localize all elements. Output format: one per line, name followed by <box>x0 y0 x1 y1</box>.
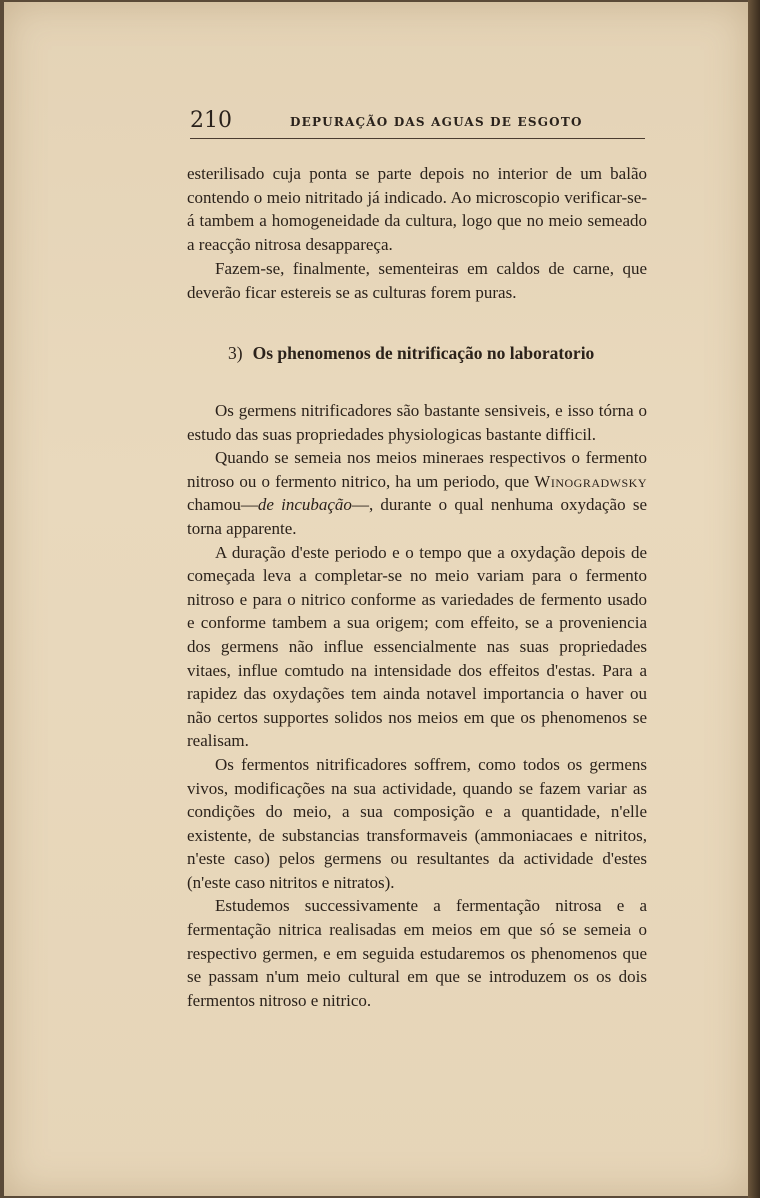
paragraph-2-emphasis: de incubação <box>257 495 352 515</box>
intro-paragraph-2: Fazem-se, finalmente, sementeiras em caldos de carne, que deverão ficar estereis se as culturas forem puras. <box>187 258 647 302</box>
intro-text <box>187 162 647 304</box>
paragraph-1: Os germens nitrificadores são bastante sensiveis, e isso tórna o estudo das suas propriedades physiologicas bastante difficil. <box>187 401 647 444</box>
paragraph-3: A duração d'este periodo e o tempo que a oxydação depois de começada leva a completar-se no meio variam para o fermento nitroso e para o nitrico conforme as variedades de fermento usado e conforme tambem a sua origem; com effeito, se a proveniencia dos germens não influe essencialmente nas suas propriedades vitaes, influe comtudo na intensidade dos effeitos d'estas. Para a rapidez das oxydações tem ainda notavel importancia o haver ou não certos supportes solidos nos meios em que os phenomenos se realisam. <box>187 542 647 751</box>
book-edge <box>748 0 760 1198</box>
intro-paragraph-1: esterilisado cuja ponta se parte depois no interior de um balão contendo o meio nitritado já indicado. Ao microscopio verificar-se-á tambem a homogeneidade da cultura, logo que no meio semeado a reacção nitrosa desappareça. <box>187 164 647 255</box>
paragraph-2-text-a: Quando se semeia nos meios mineraes respectivos o fermento nitroso ou o fermento nitrico, ha um periodo, que <box>187 448 647 491</box>
author-name: Winogradwsky <box>534 471 647 491</box>
section-number: 3) <box>228 343 243 363</box>
paragraph-2-text-b: chamou— <box>187 495 258 515</box>
paragraph-2-text-c: —, durante o qual nenhuma oxydação se torna apparente. <box>187 495 648 538</box>
section-title: Os phenomenos de nitrificação no laboratorio <box>252 343 595 363</box>
paragraph-5: Estudemos successivamente a fermentação nitrosa e a fermentação nitrica realisadas em meios em que só se semeia o respectivo germen, e em seguida estudaremos os phenomenos que se passam n'um meio cultural em que se introduzem os os dois fermentos nitroso e nitrico. <box>187 896 647 1010</box>
paragraph-4: Os fermentos nitrificadores soffrem, como todos os germens vivos, modificações na sua actividade, quando se fazem variar as condições do meio, a sua composição e a quantidade, n'elle existente, de substancias transformaveis (ammoniacaes e nitritos, n'este caso) pelos germens ou resultantes da actividade d'estes (n'este caso nitritos e nitratos). <box>187 754 647 892</box>
section-body <box>187 399 647 1012</box>
page-number: 210 <box>190 108 232 133</box>
page-header <box>190 108 645 139</box>
running-head: DEPURAÇÃO DAS AGUAS DE ESGOTO <box>290 115 583 129</box>
paragraph-2 <box>187 446 647 540</box>
section-heading <box>228 343 594 364</box>
